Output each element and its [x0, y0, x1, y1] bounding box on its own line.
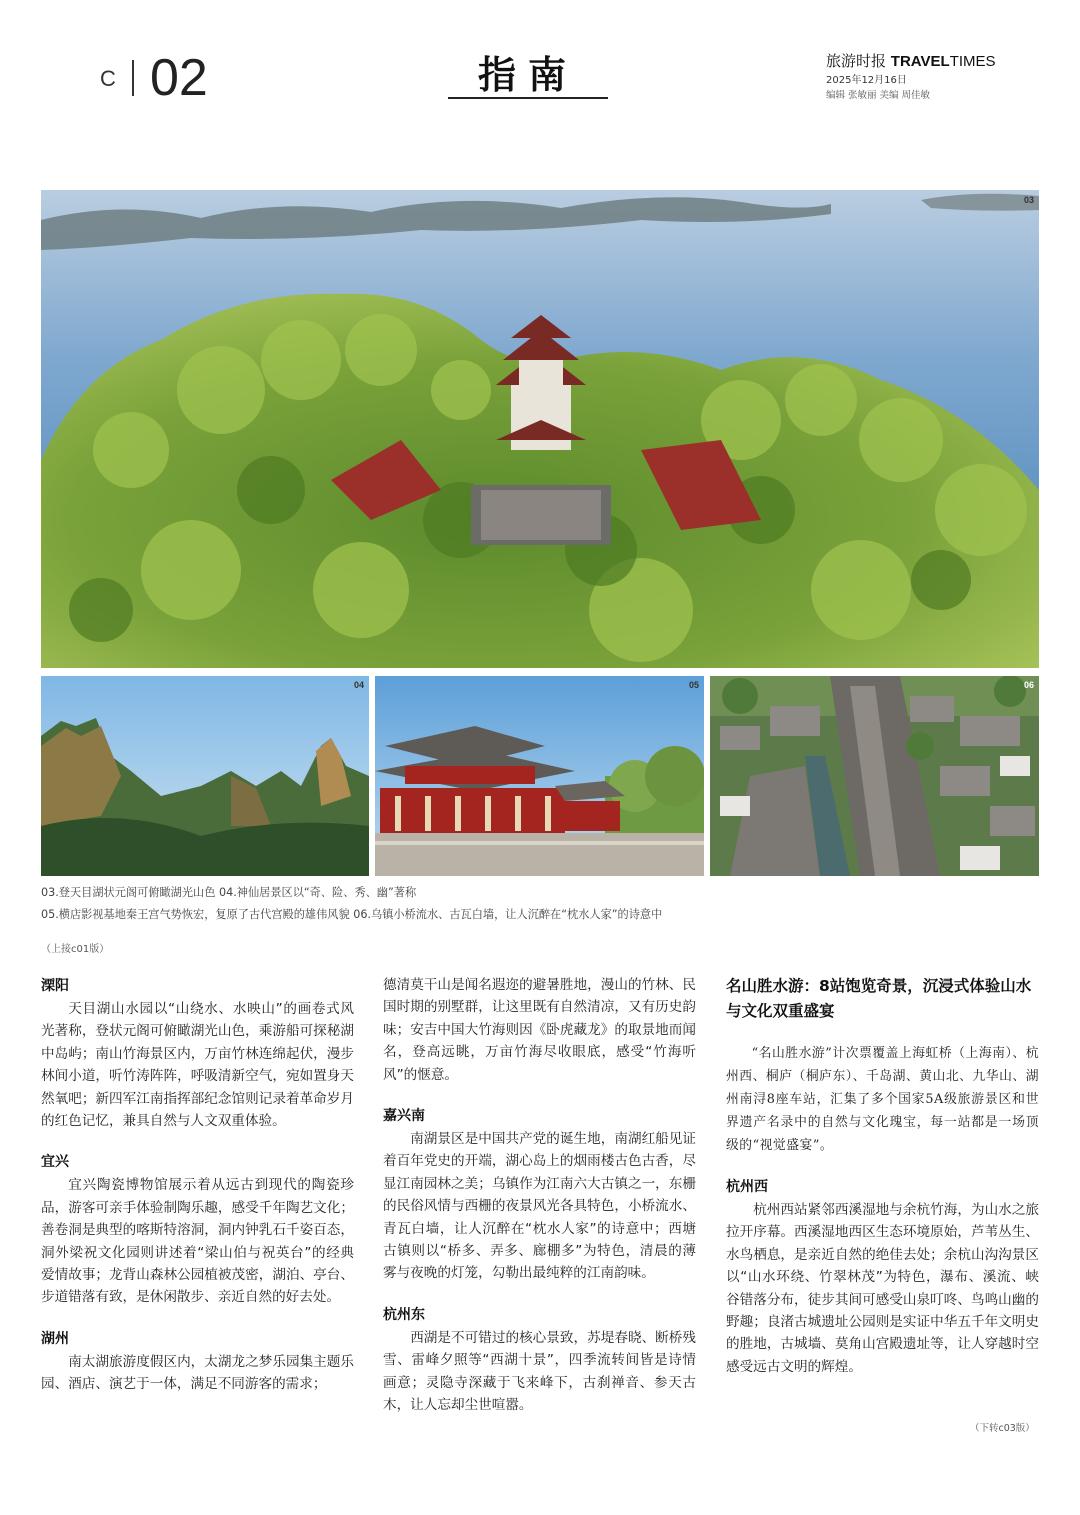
- subheading-hangzhouxi: 杭州西: [726, 1179, 768, 1195]
- subheading-jiaxingnan: 嘉兴南: [383, 1108, 425, 1125]
- editor-credit: 编辑 张敏丽 美编 周佳敏: [826, 90, 931, 101]
- photo-caption-line-1: 03.登天目湖状元阁可俯瞰湖光山色 04.神仙居景区以“奇、险、秀、幽”著称: [41, 886, 417, 899]
- photo-05-image: [375, 676, 704, 876]
- masthead-en-bold: TRAVEL: [890, 53, 950, 70]
- article-intro: “名山胜水游”计次票覆盖上海虹桥（上海南）、杭州西、桐庐（桐庐东）、千岛湖、黄山北、九华山、湖州南浔8座车站，汇集了多个国家5A级旅游景区和世界遗产名录中的自然与文化瑰宝，每一站都是一场顶级的“视觉盛宴”。: [726, 1046, 1039, 1153]
- subheading-huzhou: 湖州: [41, 1330, 69, 1347]
- photo-caption-line-2: 05.横店影视基地秦王宫气势恢宏，复原了古代宫殿的雄伟风貌 06.乌镇小桥流水、古瓦白墙，让人沉醉在“枕水人家”的诗意中: [41, 908, 663, 921]
- subheading-yixing: 宜兴: [41, 1154, 69, 1171]
- masthead-cn: 旅游时报: [826, 52, 887, 70]
- section-divider: [132, 60, 134, 96]
- photo-06-number: 06: [1024, 680, 1035, 690]
- continued-to-note: （下转c03版）: [970, 1423, 1035, 1434]
- section-title: 指南: [477, 53, 578, 97]
- photo-06-wuzhen: [710, 676, 1039, 876]
- photo-03-number: 03: [1024, 195, 1035, 205]
- paragraph-yixing: 宜兴陶瓷博物馆展示着从远古到现代的陶瓷珍品，游客可亲手体验制陶乐趣，感受千年陶艺文化；善卷洞是典型的喀斯特溶洞，洞内钟乳石千姿百态，洞外梁祝文化园则讲述着“梁山伯与祝英台”的经典爱情故事；龙背山森林公园植被茂密，湖泊、亭台、步道错落有致，是休闲散步、亲近自然的好去处。: [41, 1177, 354, 1306]
- article-column-1: [41, 974, 354, 1396]
- article-column-2: [383, 974, 696, 1417]
- photo-06-image: [710, 676, 1039, 876]
- photo-04-number: 04: [354, 680, 365, 690]
- continued-from-note: （上接c01版）: [41, 944, 110, 955]
- page-number: 02: [150, 49, 208, 107]
- masthead: [826, 50, 996, 71]
- subheading-hangzhoudong: 杭州东: [383, 1306, 425, 1323]
- photo-05-number: 05: [689, 680, 700, 690]
- photo-03-image: [41, 190, 1039, 668]
- paragraph-hangzhoudong: 西湖是不可错过的核心景致，苏堤春晓、断桥残雪、雷峰夕照等“西湖十景”，四季流转间皆是诗情画意；灵隐寺深藏于飞来峰下，古刹禅音、参天古木，让人忘却尘世喧嚣。: [383, 1329, 696, 1414]
- paragraph-jiaxingnan: 南湖景区是中国共产党的诞生地，南湖红船见证着百年党史的开端，湖心岛上的烟雨楼古色古香，尽显江南园林之美；乌镇作为江南六大古镇之一，东栅的民俗风情与西栅的夜景风光各具特色，小桥流水、青瓦白墙，让人沉醉在“枕水人家”的诗意中；西塘古镇则以“桥多、弄多、廊棚多”为特色，清晨的薄雾与夜晚的灯笼，勾勒出最纯粹的江南韵味。: [383, 1131, 696, 1282]
- issue-date: 2025年12月16日: [826, 75, 907, 86]
- photo-04-image: [41, 676, 369, 876]
- section-letter: C: [100, 66, 118, 91]
- title-underline: [448, 97, 608, 99]
- masthead-en: TIMES: [949, 53, 996, 70]
- paragraph-liyang: 天目湖山水园以“山绕水、水映山”的画卷式风光著称，登状元阁可俯瞰湖光山色，乘游船可探秘湖中岛屿；南山竹海景区内，万亩竹林连绵起伏，漫步林间小道，听竹涛阵阵，呼吸清新空气，宛如置身天然氧吧；新四军江南指挥部纪念馆则记录着革命岁月的红色记忆，兼具自然与人文双重体验。: [41, 1001, 354, 1130]
- paragraph-huzhou-cont: 德清莫干山是闻名遐迩的避暑胜地，漫山的竹林、民国时期的别墅群，让这里既有自然清凉，又有历史韵味；安吉中国大竹海则因《卧虎藏龙》的取景地而闻名，登高远眺，万亩竹海尽收眼底，感受“竹海听风”的惬意。: [383, 977, 696, 1083]
- article-headline: 名山胜水游：8站饱览奇景，沉浸式体验山水与文化双重盛宴: [726, 977, 1032, 1020]
- paragraph-hangzhouxi: 杭州西站紧邻西溪湿地与余杭竹海，为山水之旅拉开序幕。西溪湿地西区生态环境原始，芦苇丛生、水鸟栖息，是亲近自然的绝佳去处；余杭山沟沟景区以“山水环绕、竹翠林茂”为特色，瀑布、溪流、峡谷错落分布，徒步其间可感受山泉叮咚、鸟鸣山幽的野趣；良渚古城遗址公园则是实证中华五千年文明史的胜地，古城墙、莫角山宫殿遗址等，让人穿越时空感受远古文明的辉煌。: [726, 1202, 1039, 1375]
- paragraph-huzhou: 南太湖旅游度假区内，太湖龙之梦乐园集主题乐园、酒店、演艺于一体，满足不同游客的需求；: [41, 1353, 354, 1393]
- photo-03-tianmu-lake: [41, 190, 1039, 668]
- subheading-liyang: 溧阳: [41, 978, 69, 994]
- photo-05-qin-palace: [375, 676, 704, 876]
- article-column-3: [726, 974, 1039, 1378]
- photo-04-shenxianju: [41, 676, 369, 876]
